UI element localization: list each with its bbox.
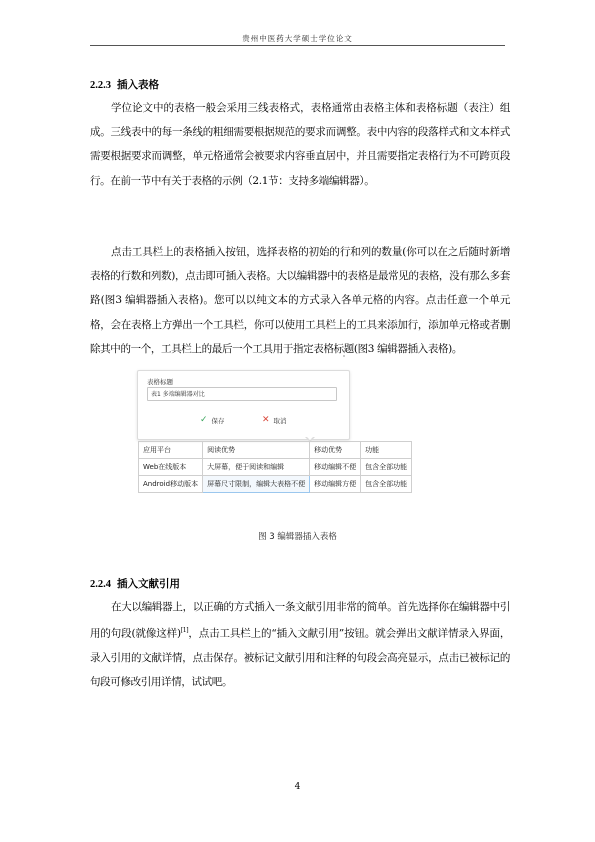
selected-table-cell[interactable]: 屏幕尺寸限制，编辑大表格不便 (203, 476, 310, 493)
table-cell[interactable]: 阅读优势 (203, 442, 310, 459)
section-number: 2.2.4 (90, 579, 111, 590)
table-cell[interactable]: Web在线版本 (139, 459, 203, 476)
save-button[interactable] (200, 415, 225, 425)
figure-caption: 图 3 编辑器插入表格 (258, 532, 337, 542)
decorative-dot (343, 355, 345, 357)
check-icon: ✓ (200, 415, 208, 425)
table-row (139, 459, 412, 476)
cancel-button[interactable] (262, 415, 287, 425)
citation-mark[interactable]: [1] (180, 627, 189, 635)
table-row (139, 442, 412, 459)
editor-table (138, 441, 412, 493)
table-cell[interactable]: 包含全部功能 (361, 459, 412, 476)
paragraph-text: ，点击工具栏上的“插入文献引用”按钮。就会弹出文献详情录入界面，录入引用的文献详情，点击保存。被标记文献引用和注释的句段会高亮显示，点击已被标记的句段可修改引用详情，试试吧。 (90, 627, 510, 689)
table-cell[interactable]: 大屏幕，便于阅读和编辑 (203, 459, 310, 476)
table-cell[interactable]: 移动编辑不便 (310, 459, 361, 476)
page-header (90, 25, 505, 46)
section-heading-2-2-4 (90, 577, 180, 592)
header-title: 贵州中医药大学硕士学位论文 (242, 34, 353, 43)
paragraph: 学位论文中的表格一般会采用三线表格式，表格通常由表格主体和表格标题（表注）组成。三线表中的每一条线的粗细需要根据规范的要求而调整。表中内容的段落样式和文本样式需要根据要求而调整，单元格通常会被要求内容垂直居中，并且需要指定表格行为不可跨页段行。在前一节中有关于表格的示例（2.1节：支持多端编辑器）。 (90, 102, 510, 187)
table-cell[interactable]: 包含全部功能 (361, 476, 412, 493)
section-heading-2-2-3 (90, 78, 159, 93)
table-cell[interactable]: Android移动版本 (139, 476, 203, 493)
table-cell[interactable]: 移动优势 (310, 442, 361, 459)
paragraph: 点击工具栏上的表格插入按钮，选择表格的初始的行和列的数量(你可以在之后随时新增表格的行数和列数)，点击即可插入表格。大以编辑器中的表格是最常见的表格，没有那么多套路(图3 编辑器插入表格)。您可以以纯文本的方式录入各单元格的内容。点击任意一个单元格，会在表格上方弹出一个工具栏，你可以使用工具栏上的工具来添加行，添加单元格或者删除其中的一个，工具栏上的最后一个工具用于指定表格标题(图3 编辑器插入表格)。 (90, 246, 510, 355)
save-label: 保存 (211, 416, 225, 425)
paragraph (90, 595, 510, 694)
table-row (139, 476, 412, 493)
cancel-label: 取消 (273, 416, 287, 425)
table-caption-popup (137, 370, 350, 440)
popup-label: 表格标题 (147, 378, 173, 386)
section-title: 插入表格 (117, 79, 159, 91)
table-cell[interactable]: 移动编辑方便 (310, 476, 361, 493)
table-cell[interactable]: 应用平台 (139, 442, 203, 459)
popup-pointer-inner (306, 436, 314, 440)
page-number: 4 (294, 782, 301, 792)
close-icon: ✕ (262, 415, 270, 425)
section-title: 插入文献引用 (117, 578, 180, 590)
caption-input[interactable]: 表1 多端编辑器对比 (147, 387, 337, 401)
section-number: 2.2.3 (90, 80, 111, 91)
table-cell[interactable]: 功能 (361, 442, 412, 459)
paragraph-text: 在大以编辑器上，以正确的方式插入一条文献引用非常的简单。首先选择你在编辑器中引用的句段(就像这样) (90, 601, 510, 640)
